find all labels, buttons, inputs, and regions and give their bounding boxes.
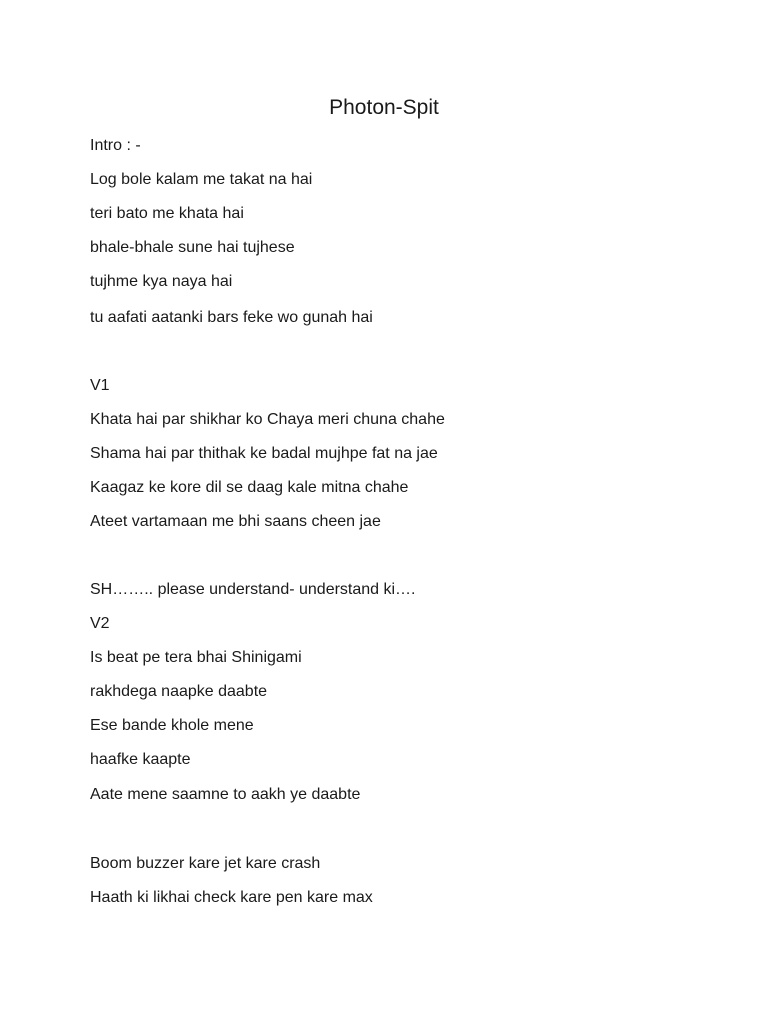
lyric-line: Haath ki likhai check kare pen kare max <box>90 889 373 906</box>
lyric-line: haafke kaapte <box>90 751 191 768</box>
lyric-line: tu aafati aatanki bars feke wo gunah hai <box>90 309 373 326</box>
lyric-line: teri bato me khata hai <box>90 205 244 222</box>
lyric-line: tujhme kya naya hai <box>90 273 233 290</box>
lyric-line: Aate mene saamne to aakh ye daabte <box>90 786 361 803</box>
lyric-line: Log bole kalam me takat na hai <box>90 171 313 188</box>
lyric-line: Intro : - <box>90 137 141 154</box>
lyric-line: Shama hai par thithak ke badal mujhpe fat na jae <box>90 445 438 462</box>
lyric-line: Khata hai par shikhar ko Chaya meri chuna chahe <box>90 411 445 428</box>
lyric-line: Kaagaz ke kore dil se daag kale mitna chahe <box>90 479 409 496</box>
lyric-line: SH…….. please understand- understand ki…. <box>90 581 416 598</box>
lyric-line: Ateet vartamaan me bhi saans cheen jae <box>90 513 381 530</box>
section-label: V1 <box>90 377 110 394</box>
lyric-line: bhale-bhale sune hai tujhese <box>90 239 295 256</box>
lyric-line: rakhdega naapke daabte <box>90 683 268 700</box>
lyric-line: Is beat pe tera bhai Shinigami <box>90 649 302 666</box>
lyric-line: Ese bande khole mene <box>90 717 254 734</box>
section-label: V2 <box>90 615 110 632</box>
lyric-line: Boom buzzer kare jet kare crash <box>90 855 321 872</box>
document-title: Photon-Spit <box>329 96 439 119</box>
